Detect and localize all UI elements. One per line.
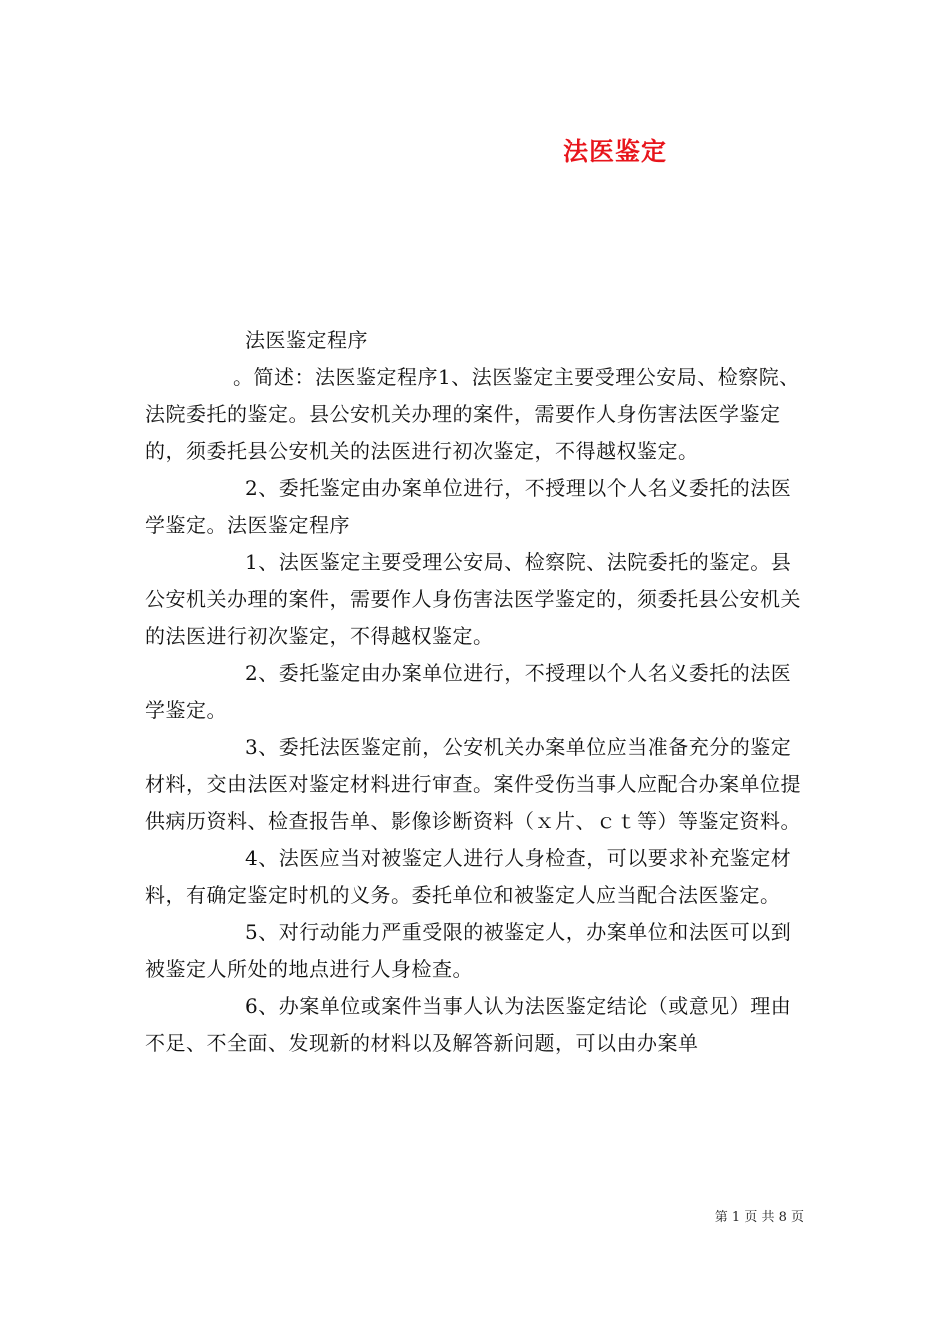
document-title: 法医鉴定 xyxy=(562,137,667,166)
paragraph: 5、对行动能力严重受限的被鉴定人，办案单位和法医可以到被鉴定人所处的地点进行人身检查。 xyxy=(145,920,792,981)
section-heading: 法医鉴定程序 xyxy=(245,328,368,352)
paragraph: 6、办案单位或案件当事人认为法医鉴定结论（或意见）理由不足、不全面、发现新的材料以及解答新问题，可以由办案单 xyxy=(145,994,792,1055)
paragraph: 2、委托鉴定由办案单位进行，不授理以个人名义委托的法医学鉴定。 xyxy=(145,661,792,722)
paragraph: 2、委托鉴定由办案单位进行，不授理以个人名义委托的法医学鉴定。法医鉴定程序 xyxy=(145,476,792,537)
paragraph: 。简述：法医鉴定程序1、法医鉴定主要受理公安局、检察院、法院委托的鉴定。县公安机关办理的案件，需要作人身伤害法医学鉴定的，须委托县公安机关的法医进行初次鉴定，不得越权鉴定。 xyxy=(145,365,800,463)
document-body xyxy=(145,322,810,1062)
page-number: 第 1 页 共 8 页 xyxy=(714,1210,804,1225)
paragraph: 4、法医应当对被鉴定人进行人身检查，可以要求补充鉴定材料，有确定鉴定时机的义务。委托单位和被鉴定人应当配合法医鉴定。 xyxy=(145,846,792,907)
paragraph: 1、法医鉴定主要受理公安局、检察院、法院委托的鉴定。县公安机关办理的案件，需要作人身伤害法医学鉴定的，须委托县公安机关的法医进行初次鉴定，不得越权鉴定。 xyxy=(145,550,801,648)
paragraph: 3、委托法医鉴定前，公安机关办案单位应当准备充分的鉴定材料，交由法医对鉴定材料进行审查。案件受伤当事人应配合办案单位提供病历资料、检查报告单、影像诊断资料（ｘ片、ｃｔ等）等鉴定资料。 xyxy=(145,735,801,833)
